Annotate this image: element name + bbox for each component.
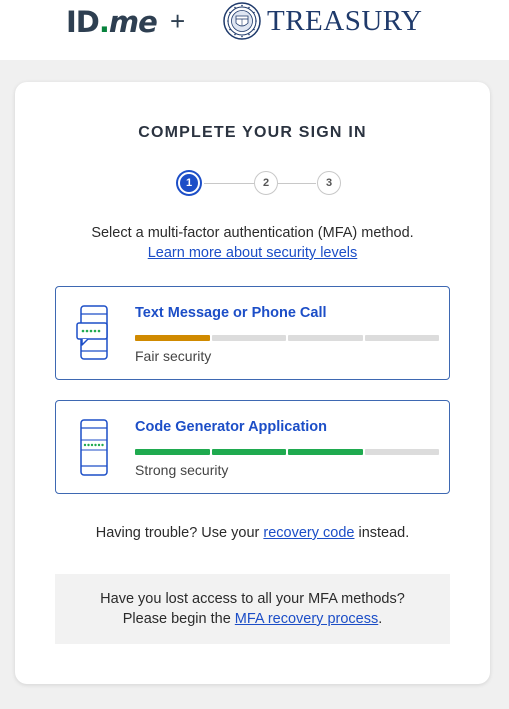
security-level-bar: [135, 449, 439, 455]
learn-more-link[interactable]: Learn more about security levels: [147, 245, 358, 261]
option-title: Code Generator Application: [135, 419, 328, 435]
trouble-prefix: Having trouble? Use your: [95, 525, 264, 541]
security-segment-filled: [212, 449, 287, 455]
step-connector: [204, 183, 254, 184]
security-segment: [288, 335, 363, 341]
security-segment-filled: [135, 335, 210, 341]
security-segment-filled: [288, 449, 363, 455]
sign-in-card: [15, 82, 490, 684]
security-label: Fair security: [135, 348, 212, 364]
step-3: 3: [317, 171, 341, 195]
recovery-prefix: Please begin the: [122, 611, 235, 627]
security-label: Strong security: [135, 462, 229, 478]
security-level-bar: [135, 335, 439, 341]
step-1: 1: [178, 172, 200, 194]
plus-sign: +: [170, 6, 186, 36]
mfa-recovery-link[interactable]: MFA recovery process: [234, 611, 379, 627]
step-2: 2: [254, 171, 278, 195]
phone-message-icon: [76, 305, 112, 363]
security-segment: [212, 335, 287, 341]
mfa-option-code-generator[interactable]: [55, 400, 450, 494]
treasury-logo-text: TREASURY: [267, 5, 423, 37]
step-connector: [278, 183, 316, 184]
security-segment: [365, 449, 440, 455]
security-segment-filled: [135, 449, 210, 455]
security-segment: [365, 335, 440, 341]
recovery-question: Have you lost access to all your MFA methods?: [100, 591, 405, 607]
header: [0, 0, 509, 60]
code-generator-phone-icon: [76, 419, 112, 477]
treasury-seal-icon: [223, 2, 261, 40]
mfa-recovery-box: [55, 574, 450, 644]
progress-stepper: [178, 170, 333, 196]
recovery-code-link[interactable]: recovery code: [263, 525, 355, 541]
recovery-suffix: .: [378, 611, 383, 627]
recovery-instruction: [55, 609, 450, 629]
trouble-text: [15, 525, 490, 541]
option-title: Text Message or Phone Call: [135, 305, 327, 321]
trouble-suffix: instead.: [354, 525, 410, 541]
page-title: COMPLETE YOUR SIGN IN: [138, 124, 367, 141]
intro-text: [15, 223, 490, 263]
idme-logo: ID.me: [66, 5, 157, 39]
intro-instruction: Select a multi-factor authentication (MFA) method.: [91, 225, 414, 241]
mfa-option-text-message[interactable]: [55, 286, 450, 380]
